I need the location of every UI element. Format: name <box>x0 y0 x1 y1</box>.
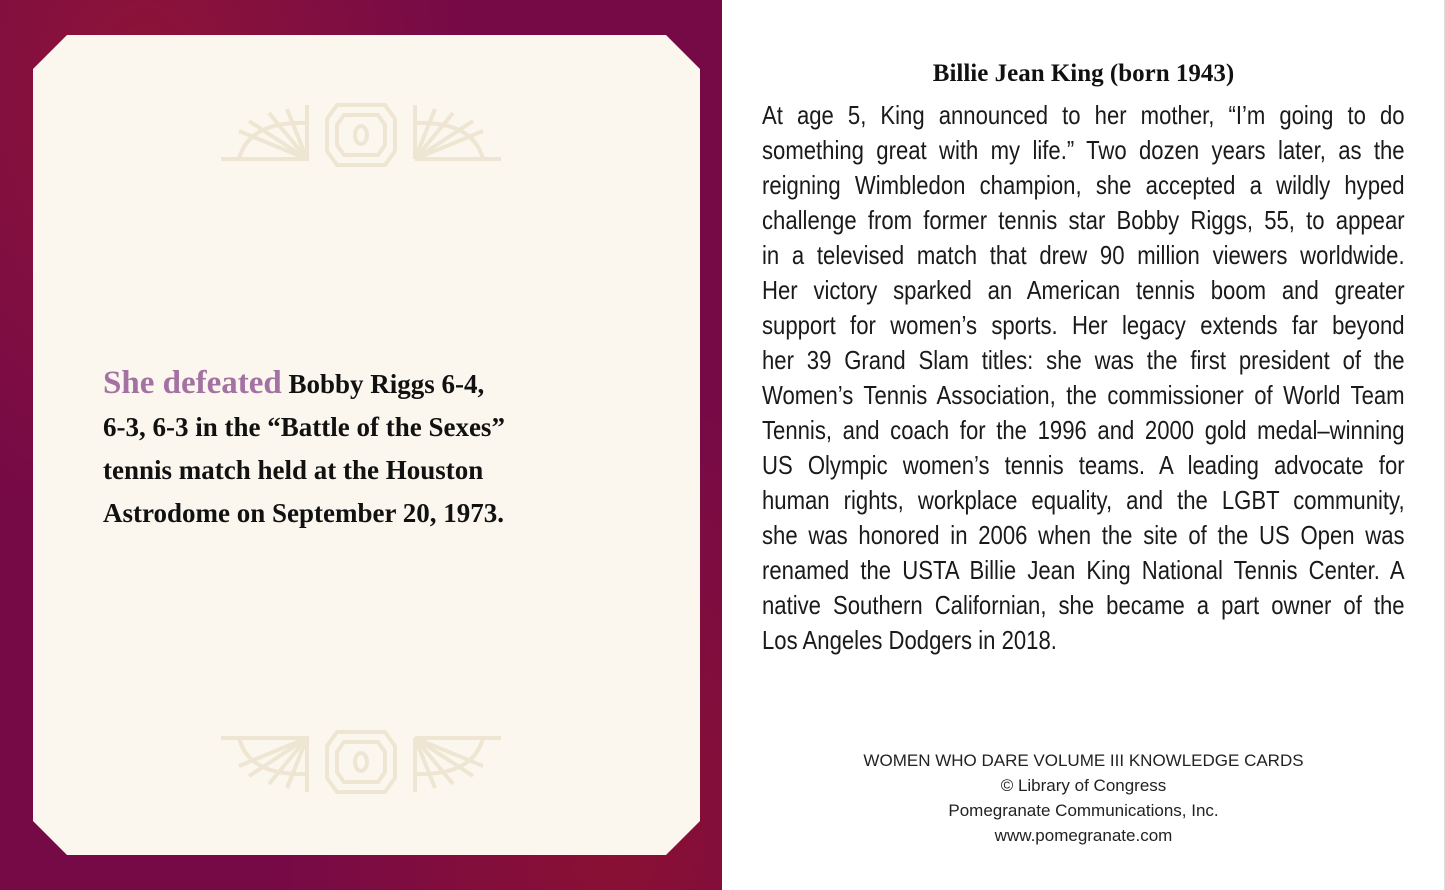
bio-line: she was honored in 2006 when the site of the US Open was <box>762 520 1405 550</box>
fact-line-text: Bobby Riggs 6-4, <box>281 369 485 399</box>
bio-line: At age 5, King announced to her mother, “I’m going to do <box>762 100 1405 130</box>
card-front <box>0 0 722 890</box>
card-back <box>722 0 1445 890</box>
bio-text <box>762 98 1405 658</box>
bio-line: US Olympic women’s tennis teams. A leading advocate for <box>762 450 1405 480</box>
bio-line: in a televised match that drew 90 million viewers worldwide. <box>762 240 1405 270</box>
bio-line: Her victory sparked an American tennis boom and greater <box>762 275 1405 305</box>
fact-line: 6-3, 6-3 in the “Battle of the Sexes” <box>103 412 505 442</box>
bio-line: native Southern Californian, she became a part owner of the <box>762 590 1405 620</box>
bio-line: support for women’s sports. Her legacy extends far beyond <box>762 310 1405 340</box>
credit-copyright: © Library of Congress <box>1000 776 1167 795</box>
bio-line: Women’s Tennis Association, the commissioner of World Team <box>762 380 1405 410</box>
bio-line: her 39 Grand Slam titles: she was the first president of the <box>762 345 1405 375</box>
bio-line: Tennis, and coach for the 1996 and 2000 gold medal–winning <box>762 415 1405 445</box>
fact-text <box>103 362 663 535</box>
fact-lead: She defeated <box>103 365 282 401</box>
ornament-top-icon <box>219 101 503 181</box>
credit-series: WOMEN WHO DARE VOLUME III KNOWLEDGE CARDS <box>863 751 1304 770</box>
fact-line <box>103 362 663 406</box>
fact-line: Astrodome on September 20, 1973. <box>103 498 504 528</box>
bio-line: reigning Wimbledon champion, she accepted a wildly hyped <box>762 170 1405 200</box>
bio-line: Los Angeles Dodgers in 2018. <box>762 625 1057 655</box>
bio-title: Billie Jean King (born 1943) <box>932 60 1235 87</box>
fact-line: tennis match held at the Houston <box>103 455 484 485</box>
ornament-bottom-icon <box>219 728 503 808</box>
bio-line: something great with my life.” Two dozen years later, as the <box>762 135 1405 165</box>
credit-publisher: Pomegranate Communications, Inc. <box>948 801 1219 820</box>
bio-line: challenge from former tennis star Bobby Riggs, 55, to appear <box>762 205 1405 235</box>
credits <box>722 748 1445 848</box>
credit-website: www.pomegranate.com <box>994 826 1173 845</box>
bio-line: human rights, workplace equality, and the LGBT community, <box>762 485 1405 515</box>
bio-line: renamed the USTA Billie Jean King National Tennis Center. A <box>762 555 1405 585</box>
